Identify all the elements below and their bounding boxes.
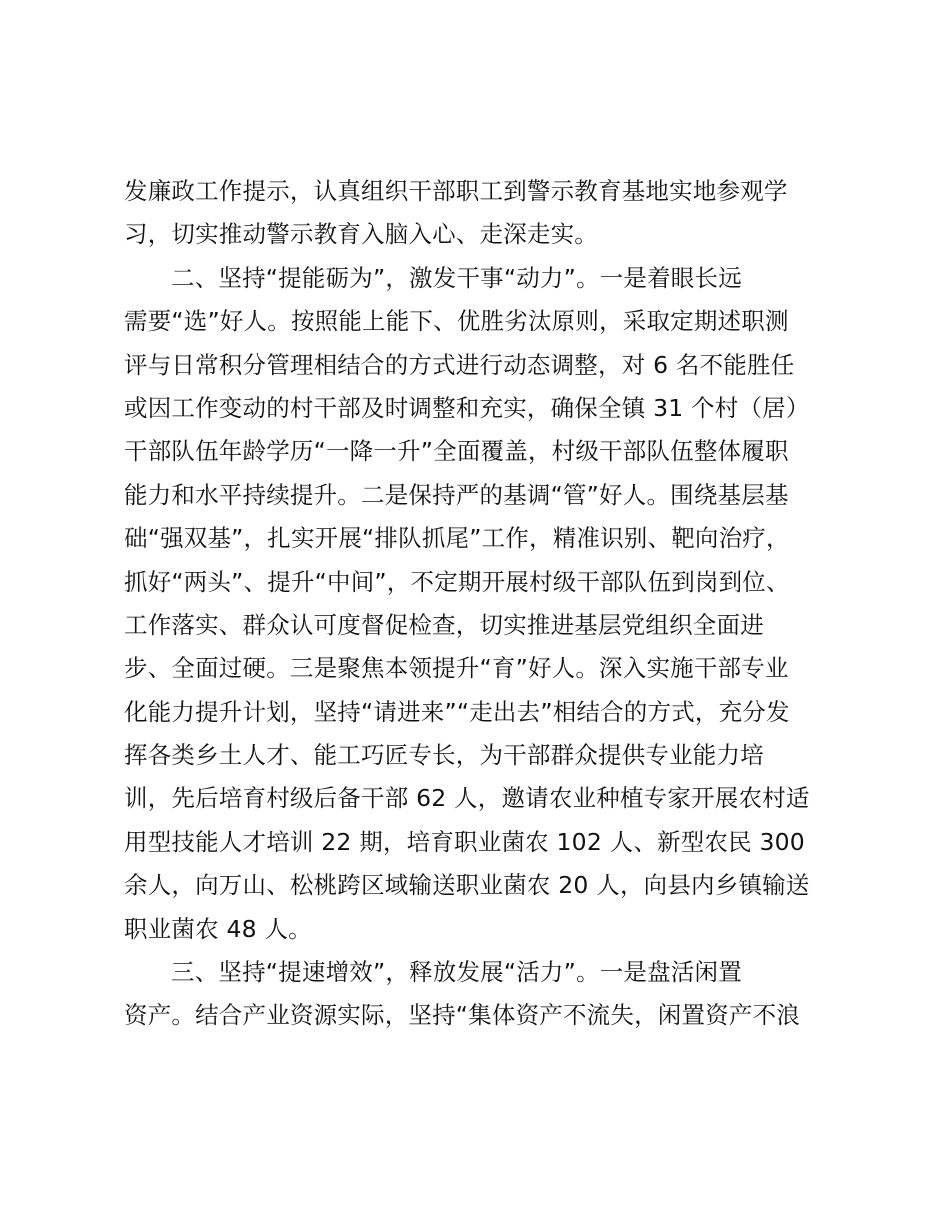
text-line: 干部队伍年龄学历“一降一升”全面覆盖，村级干部队伍整体履职 bbox=[124, 437, 789, 466]
text-line: 职业菌农 48 人。 bbox=[124, 914, 312, 943]
text-line: 需要“选”好人。按照能上能下、优胜劣汰原则，采取定期述职测 bbox=[124, 307, 789, 336]
text-line: 发廉政工作提示，认真组织干部职工到警示教育基地实地参观学 bbox=[124, 177, 788, 205]
text-line: 评与日常积分管理相结合的方式进行动态调整，对 6 名不能胜任 bbox=[124, 350, 795, 379]
section-heading-line: 二、坚持“提能砺为”，激发干事“动力”。一是着眼长远 bbox=[171, 263, 742, 292]
text-line: 工作落实、群众认可度督促检查，切实推进基层党组织全面进 bbox=[124, 610, 764, 639]
text-line: 余人，向万山、松桃跨区域输送职业菌农 20 人，向县内乡镇输送 bbox=[124, 871, 810, 900]
text-line: 习，切实推动警示教育入脑入心、走深走实。 bbox=[124, 220, 598, 249]
section-heading-line: 三、坚持“提速增效”，释放发展“活力”。一是盘活闲置 bbox=[171, 958, 742, 987]
text-line: 训，先后培育村级后备干部 62 人，邀请农业种植专家开展农村适 bbox=[124, 784, 810, 813]
text-line: 资产。结合产业资源实际，坚持“集体资产不流失，闲置资产不浪 bbox=[124, 1001, 800, 1030]
text-line: 化能力提升计划，坚持“请进来”“走出去”相结合的方式，充分发 bbox=[124, 697, 790, 726]
text-line: 或因工作变动的村干部及时调整和充实，确保全镇 31 个村（居） bbox=[124, 393, 810, 422]
text-line: 用型技能人才培训 22 期，培育职业菌农 102 人、新型农民 300 bbox=[124, 827, 805, 856]
text-line: 步、全面过硬。三是聚焦本领提升“育”好人。深入实施干部专业 bbox=[124, 654, 789, 683]
text-line: 抓好“两头”、提升“中间”，不定期开展村级干部队伍到岗到位、 bbox=[124, 567, 790, 596]
text-line: 能力和水平持续提升。二是保持严的基调“管”好人。围绕基层基 bbox=[124, 480, 789, 509]
document-body bbox=[124, 170, 844, 1038]
text-line: 挥各类乡土人才、能工巧匠专长，为干部群众提供专业能力培 bbox=[124, 741, 764, 770]
text-line: 础“强双基”，扎实开展“排队抓尾”工作，精准识别、靶向治疗， bbox=[124, 524, 790, 553]
